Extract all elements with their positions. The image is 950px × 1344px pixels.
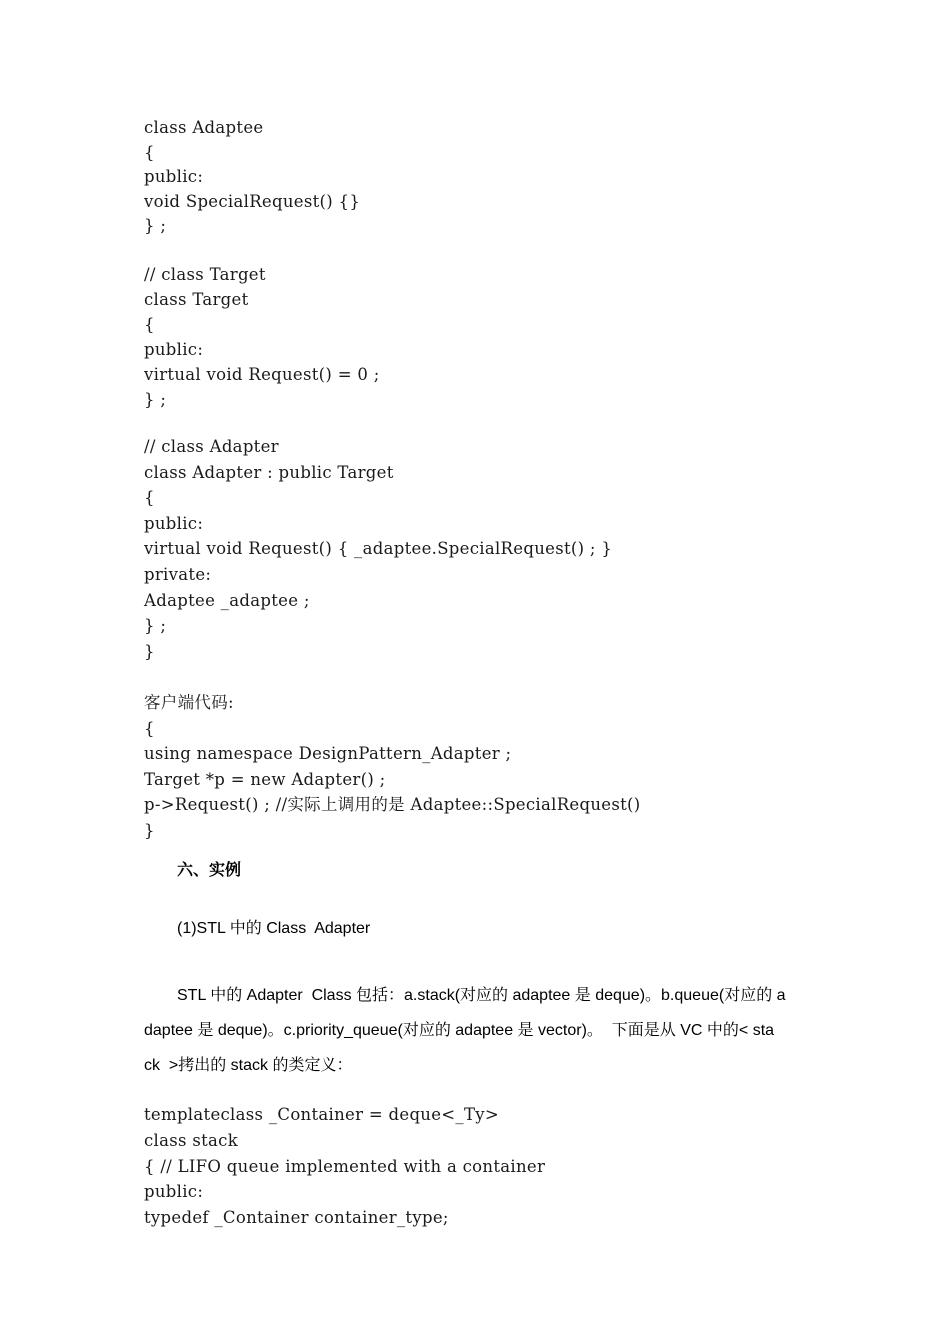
code-line: templateclass _Container = deque<_Ty> — [144, 1105, 500, 1124]
code-line: public: — [144, 340, 204, 360]
paragraph-line: daptee 是 deque)。c.priority_queue(对应的 adaptee 是 vector)。 下面是从 VC 中的< sta — [144, 1022, 775, 1039]
code-block-adapter-and-client — [144, 434, 641, 844]
code-line: class Target — [144, 290, 249, 310]
code-line: public: — [144, 1182, 204, 1202]
paragraph-line: ck >拷出的 stack 的类定义： — [144, 1057, 353, 1074]
code-line: 客户端代码: — [144, 692, 234, 712]
code-line: virtual void Request() { _adaptee.SpecialRequest() ; } — [144, 539, 613, 559]
code-line: Target *p = new Adapter() ; — [144, 769, 386, 789]
code-line: // class Adapter — [144, 437, 279, 456]
code-line: class Adapter : public Target — [144, 462, 394, 482]
code-line: using namespace DesignPattern_Adapter ; — [144, 744, 512, 764]
code-line: // class Target — [144, 265, 266, 284]
code-line: typedef _Container container_type; — [144, 1208, 449, 1228]
code-line: } — [144, 641, 155, 661]
code-line: } — [144, 820, 155, 840]
code-line: Adaptee _adaptee ; — [144, 590, 310, 610]
code-line: { — [144, 718, 155, 738]
section-subheading: (1)STL 中的 Class Adapter — [177, 920, 371, 937]
code-line: { — [144, 488, 155, 508]
code-line: } ; — [144, 216, 167, 236]
code-line: private: — [144, 564, 212, 584]
code-line: class Adaptee — [144, 118, 264, 137]
code-line: virtual void Request() = 0 ; — [144, 365, 380, 385]
body-paragraph — [144, 978, 808, 1083]
code-line: } ; — [144, 616, 167, 636]
code-line: public: — [144, 513, 204, 533]
code-block-stack — [144, 1102, 545, 1231]
code-line: void SpecialRequest() {} — [144, 191, 361, 211]
code-line: { — [144, 142, 155, 162]
code-line: p->Request() ; //实际上调用的是 Adaptee::SpecialRequest() — [144, 795, 641, 815]
code-line: { — [144, 315, 155, 335]
code-line — [144, 664, 641, 690]
code-line: public: — [144, 167, 204, 187]
code-block-target — [144, 262, 380, 413]
section-heading: 六、实例 — [177, 860, 242, 879]
code-line: } ; — [144, 390, 167, 410]
code-block-adaptee — [144, 116, 360, 239]
paragraph-line: STL 中的 Adapter Class 包括：a.stack(对应的 adaptee 是 deque)。b.queue(对应的 a — [177, 987, 786, 1004]
code-line: { // LIFO queue implemented with a container — [144, 1156, 546, 1176]
code-line: class stack — [144, 1130, 239, 1150]
